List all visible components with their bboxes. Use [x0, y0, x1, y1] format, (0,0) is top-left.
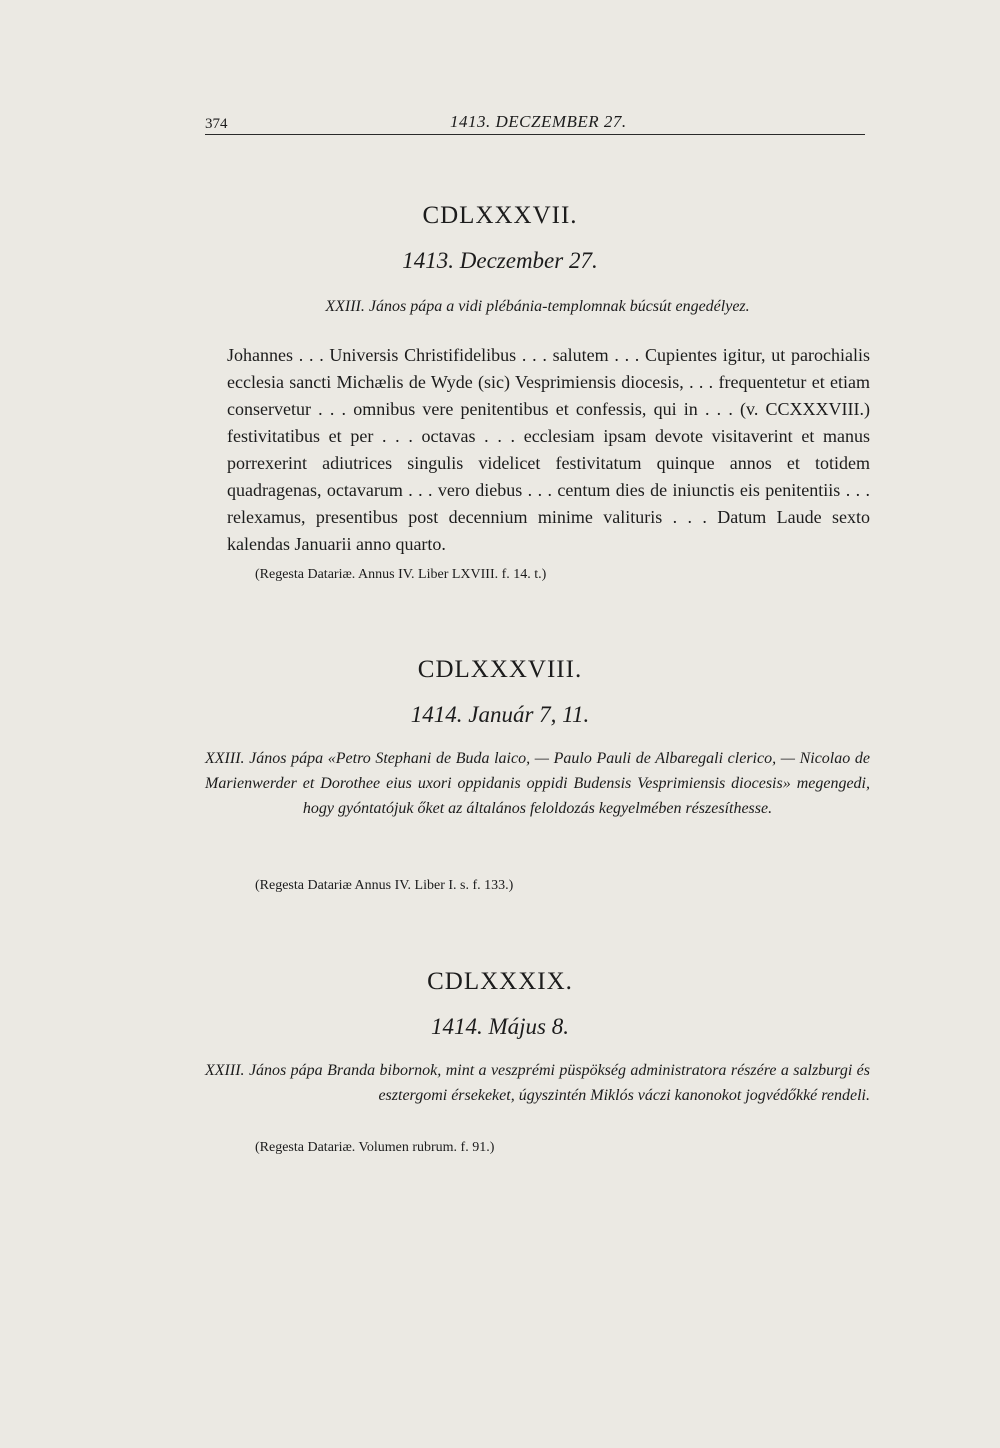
source-reference: (Regesta Datariæ. Volumen rubrum. f. 91.) [255, 1140, 495, 1155]
entry-summary: XXIII. János pápa a vidi plébánia-templomnak búcsút engedélyez. [325, 298, 750, 315]
source-reference: (Regesta Datariæ. Annus IV. Liber LXVIII. f. 14. t.) [255, 567, 547, 582]
entry-body-text [205, 342, 870, 558]
entry-number: CDLXXXVII. [422, 202, 578, 229]
entry-date: 1413. Deczember 27. [402, 248, 598, 273]
entry-number: CDLXXXIX. [427, 968, 573, 995]
latin-text: Johannes . . . Universis Christifidelibus . . . salutem . . . Cupientes igitur, ut parochialis ecclesia sancti Michælis de Wyde (sic) Vesprimiensis diocesis, . . . frequentetur et etiam conservetur . . . omnibus vere penitentibus et confessis, qui in . . . (v. CCXXXVIII.) festivitatibus et per . . . octavas . . . ecclesiam ipsam devote visitaverint et manus porrexerint adiutrices singulis videlicet festivitatum quinque annos et totidem quadragenas, octavarum . . . vero diebus . . . centum dies de iniunctis eis penitentiis . . . relexamus, presentibus post decennium minime valituris . . . Datum Laude sexto kalendas Januarii anno quarto. [227, 345, 870, 554]
entry-summary: XXIII. János pápa «Petro Stephani de Buda laico, — Paulo Pauli de Albaregali clerico, — Nicolao de Marienwerder et Dorothee eius uxori oppidanis oppidi Budensis Vesprimiensis diocesis» megengedi, hogy gyóntatójuk őket az általános feloldozás kegyelmében részesíthesse. [205, 750, 870, 817]
page-number: 374 [205, 116, 228, 132]
entry-date: 1414. Május 8. [431, 1014, 569, 1039]
running-header [205, 112, 865, 135]
entry-summary: XXIII. János pápa Branda bibornok, mint a veszprémi püspökség administratora részére a salzburgi és esztergomi érsekeket, úgyszintén Miklós váczi kanonokot jogvédőkké rendeli. [205, 1062, 870, 1104]
entry-date: 1414. Január 7, 11. [410, 702, 590, 727]
running-title: 1413. DECZEMBER 27. [450, 112, 627, 131]
source-reference: (Regesta Datariæ Annus IV. Liber I. s. f. 133.) [255, 878, 514, 893]
entry-number: CDLXXXVIII. [417, 656, 583, 683]
